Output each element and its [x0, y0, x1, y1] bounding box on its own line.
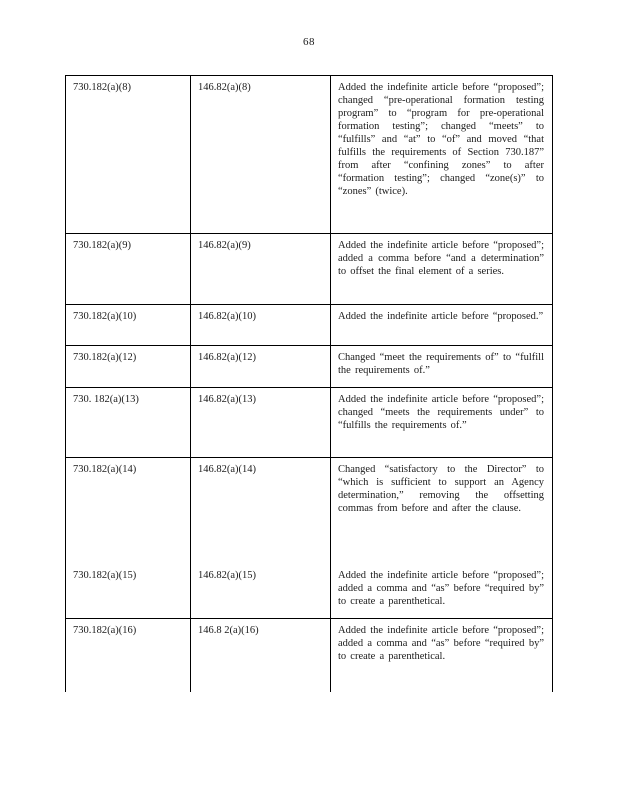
cell-change-description: Added the indefinite article before “proposed”; changed “pre-operational formation testing program” to “program for pre-operational formation testing”; changed “meets” to “fulfills” and “at” to “of” and moved “that fulfills the requirements of Section 730.187” from after “confining zones” to after “formation testing”; changed “zone(s)” to “zones” (twice).	[330, 76, 553, 233]
revision-comparison-table	[65, 75, 553, 692]
cell-change-description: Changed “satisfactory to the Director” to “which is sufficient to support an Agency determination,” removing the offsetting commas from before and after the clause.	[330, 458, 553, 564]
cell-old-section: 730.182(a)(9)	[65, 234, 190, 304]
cell-change-description: Changed “meet the requirements of” to “fulfill the requirements of.”	[330, 346, 553, 387]
cell-change-description: Added the indefinite article before “proposed”; added a comma before “and a determination” to offset the final element of a series.	[330, 234, 553, 304]
table-row	[65, 234, 553, 305]
cell-old-section: 730.182(a)(14)	[65, 458, 190, 564]
table-row	[65, 76, 553, 234]
cell-new-section: 146.82(a)(14)	[190, 458, 330, 564]
table-row	[65, 458, 553, 564]
table-row	[65, 619, 553, 692]
cell-change-description: Added the indefinite article before “proposed”; changed “meets the requirements under” to “fulfills the requirements of.”	[330, 388, 553, 457]
table-row	[65, 564, 553, 619]
cell-new-section: 146.82(a)(13)	[190, 388, 330, 457]
cell-old-section: 730.182(a)(12)	[65, 346, 190, 387]
cell-old-section: 730.182(a)(10)	[65, 305, 190, 345]
cell-old-section: 730. 182(a)(13)	[65, 388, 190, 457]
table-row	[65, 346, 553, 388]
table-row	[65, 305, 553, 346]
cell-old-section: 730.182(a)(15)	[65, 564, 190, 618]
cell-change-description: Added the indefinite article before “proposed”; added a comma and “as” before “required by” to create a parenthetical.	[330, 564, 553, 618]
cell-old-section: 730.182(a)(16)	[65, 619, 190, 692]
cell-new-section: 146.82(a)(12)	[190, 346, 330, 387]
cell-new-section: 146.82(a)(9)	[190, 234, 330, 304]
cell-new-section: 146.82(a)(15)	[190, 564, 330, 618]
cell-old-section: 730.182(a)(8)	[65, 76, 190, 233]
cell-new-section: 146.82(a)(10)	[190, 305, 330, 345]
page-number: 68	[303, 36, 315, 48]
cell-change-description: Added the indefinite article before “proposed”; added a comma and “as” before “required by” to create a parenthetical.	[330, 619, 553, 692]
cell-new-section: 146.8 2(a)(16)	[190, 619, 330, 692]
table-row	[65, 388, 553, 458]
cell-change-description: Added the indefinite article before “proposed.”	[330, 305, 553, 345]
cell-new-section: 146.82(a)(8)	[190, 76, 330, 233]
